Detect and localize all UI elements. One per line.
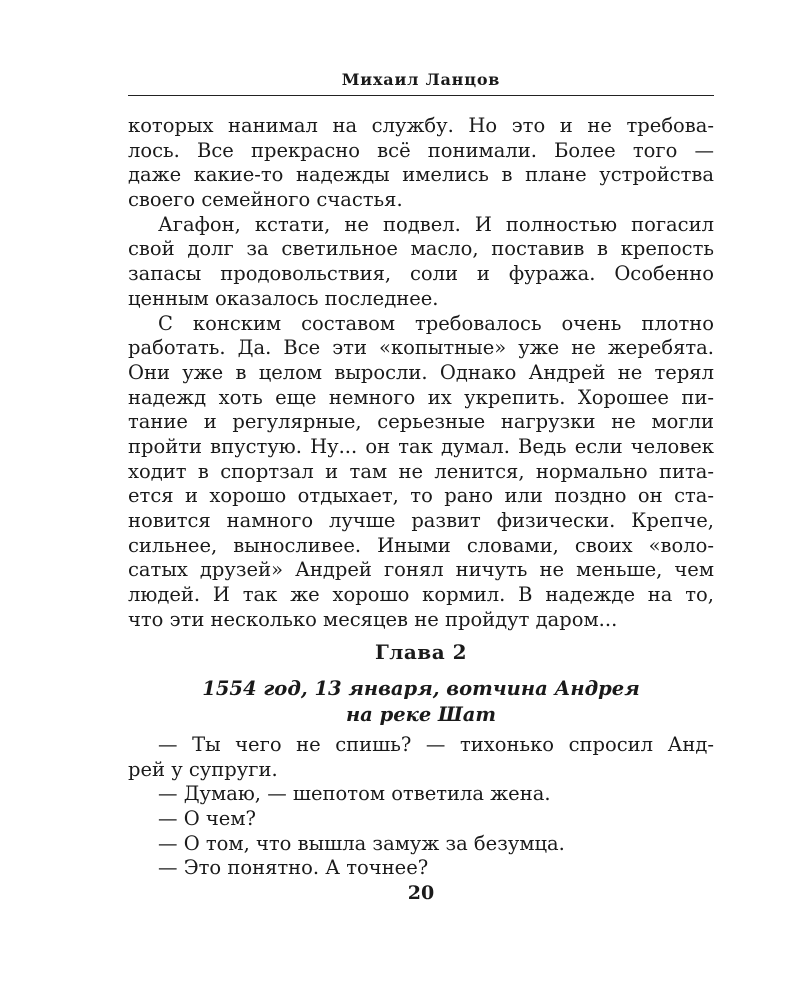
text-line: что эти несколько месяцев не пройдут даром... bbox=[128, 607, 618, 631]
text-line: тание и регулярные, серьезные нагрузки не могли bbox=[128, 410, 714, 434]
dialogue-line: — О том, что вышла замуж за безумца. bbox=[158, 831, 565, 855]
text-line: пройти впустую. Ну... он так думал. Ведь если человек bbox=[128, 434, 714, 458]
dialogue-line: — Ты чего не спишь? — тихонько спросил Анд- bbox=[158, 733, 714, 756]
text-line: даже какие-то надежды имелись в плане устройства bbox=[128, 163, 714, 187]
text-line: сильнее, выносливее. Иными словами, своих «воло- bbox=[128, 533, 714, 557]
text-line: лось. Все прекрасно всё понимали. Более того — bbox=[128, 138, 714, 162]
text-line: работать. Да. Все эти «копытные» уже не жеребята. bbox=[128, 336, 714, 360]
dialogue-block bbox=[128, 733, 714, 881]
text-line: Агафон, кстати, не подвел. И полностью погасил bbox=[158, 212, 714, 236]
text-line: ходит в спортзал и там не ленится, нормально пита- bbox=[128, 459, 714, 483]
text-line: ценным оказалось последнее. bbox=[128, 286, 439, 310]
chapter-subtitle-line: 1554 год, 13 января, вотчина Андрея bbox=[202, 677, 640, 700]
text-line: надежд хоть еще немного их укрепить. Хорошее пи- bbox=[128, 385, 714, 409]
chapter-title: Глава 2 bbox=[374, 640, 468, 664]
chapter-subtitle-line: на реке Шат bbox=[345, 703, 497, 726]
page-number: 20 bbox=[407, 882, 435, 904]
dialogue-line: — О чем? bbox=[158, 807, 256, 831]
text-line: которых нанимал на службу. Но это и не требова- bbox=[128, 114, 714, 137]
body-text-top bbox=[128, 114, 714, 632]
text-line: свой долг за светильное масло, поставив в крепость bbox=[128, 237, 714, 261]
text-line: Они уже в целом выросли. Однако Андрей не терял bbox=[128, 360, 714, 384]
text-line: запасы продовольствия, соли и фуража. Особенно bbox=[128, 262, 714, 286]
text-line: людей. И так же хорошо кормил. В надежде на то, bbox=[128, 583, 714, 607]
running-head: Михаил Ланцов bbox=[341, 70, 501, 89]
dialogue-line: — Думаю, — шепотом ответила жена. bbox=[158, 782, 551, 806]
header-rule bbox=[128, 95, 714, 96]
text-line: новится намного лучше развит физически. Крепче, bbox=[128, 509, 714, 532]
dialogue-line: — Это понятно. А точнее? bbox=[158, 856, 429, 880]
text-line: ется и хорошо отдыхает, то рано или поздно он ста- bbox=[128, 484, 714, 508]
chapter-subtitle bbox=[128, 676, 714, 728]
dialogue-line: рей у супруги. bbox=[128, 757, 278, 781]
text-line: своего семейного счастья. bbox=[128, 188, 403, 212]
text-line: С конским составом требовалось очень плотно bbox=[158, 311, 714, 335]
text-line: сатых друзей» Андрей гонял ничуть не меньше, чем bbox=[128, 558, 714, 582]
